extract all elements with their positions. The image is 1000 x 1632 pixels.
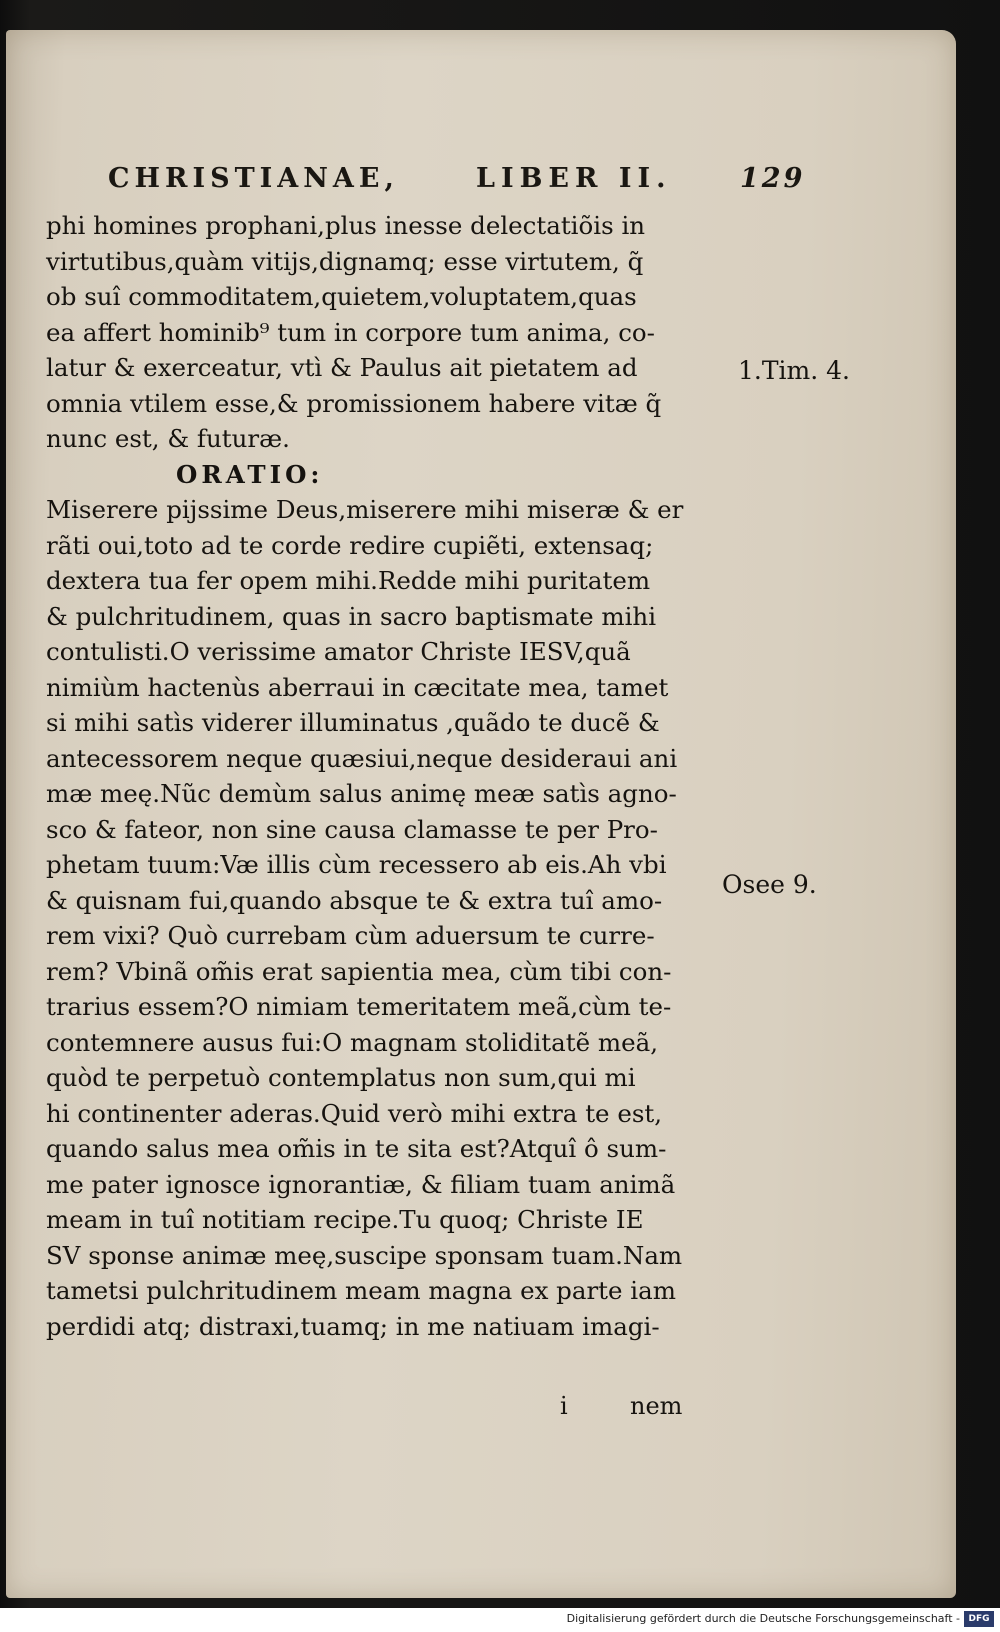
digitization-footer: [0, 1608, 1000, 1632]
text-line: si mihi satìs viderer illuminatus ,quãdo te ducẽ &: [46, 708, 660, 737]
text-line: virtutibus,quàm vitijs,dignamq; esse virtutem, q̃: [46, 246, 644, 276]
text-line: antecessorem neque quæsiui,neque desideraui ani: [46, 743, 678, 773]
text-line: rem vixi? Quò currebam cùm aduersum te curre-: [46, 921, 655, 950]
text-line: tametsi pulchritudinem meam magna ex parte iam: [46, 1276, 676, 1305]
text-line: trarius essem?O nimiam temeritatem meã,cùm te-: [46, 992, 672, 1021]
text-line: rem? Vbinã om̃is erat sapientia mea, cùm tibi con-: [46, 956, 672, 986]
text-line: Miserere pijssime Deus,miserere mihi miseræ & er: [46, 495, 684, 524]
text-line: contulisti.O verissime amator Christe IESV,quã: [46, 637, 631, 666]
text-line: nunc est, & futuræ.: [46, 424, 290, 453]
text-line: hi continenter aderas.Quid verò mihi extra te est,: [46, 1098, 663, 1128]
text-line: mæ meę.Nũc demùm salus animę meæ satìs agno-: [46, 779, 677, 808]
text-line: nimiùm hactenùs aberraui in cæcitate mea, tamet: [46, 672, 669, 702]
text-line: phi homines prophani,plus inesse delectatiõis in: [46, 211, 646, 240]
running-head-book: LIBER II.: [476, 163, 672, 194]
body-text: [46, 208, 726, 1344]
text-line: meam in tuî notitiam recipe.Tu quoq; Christe IE: [46, 1205, 644, 1234]
text-line: me pater ignosce ignorantiæ, & filiam tuam animã: [46, 1169, 676, 1199]
text-line: latur & exerceatur, vtì & Paulus ait pietatem ad: [46, 353, 638, 382]
text-line: sco & fateor, non sine causa clamasse te per Pro-: [46, 814, 658, 844]
text-line: quòd te perpetuò contemplatus non sum,qui mi: [46, 1063, 636, 1092]
text-line: & quisnam fui,quando absque te & extra tuî amo-: [46, 885, 663, 915]
signature-mark: i: [560, 1392, 568, 1420]
text-line: contemnere ausus fui:O magnam stoliditatẽ meã,: [46, 1027, 659, 1057]
text-line: phetam tuum:Væ illis cùm recessero ab eis.Ah vbi: [46, 850, 667, 879]
text-line: ea affert hominib⁹ tum in corpore tum anima, co-: [46, 317, 655, 347]
text-line: rãti oui,toto ad te corde redire cupiẽti, extensaq;: [46, 530, 654, 560]
text-line: perdidi atq; distraxi,tuamq; in me natiuam imagi-: [46, 1311, 660, 1341]
text-line: & pulchritudinem, quas in sacro baptismate mihi: [46, 601, 657, 631]
text-line: SV sponse animæ meę,suscipe sponsam tuam.Nam: [46, 1240, 683, 1270]
marginal-note-osee: Osee 9.: [722, 870, 817, 899]
text-line: ob suî commoditatem,quietem,voluptatem,quas: [46, 282, 637, 311]
text-line: omnia vtilem esse,& promissionem habere vitæ q̃: [46, 388, 662, 418]
section-heading: ORATIO:: [176, 459, 324, 489]
text-line: quando salus mea om̃is in te sita est?Atquî ô sum-: [46, 1134, 667, 1163]
catchword: nem: [630, 1392, 683, 1420]
footer-credit: Digitalisierung gefördert durch die Deutsche Forschungsgemeinschaft -: [566, 1612, 960, 1625]
running-head-title: CHRISTIANAE,: [108, 163, 399, 194]
page-number: 129: [740, 163, 806, 194]
marginal-note-timothy: 1.Tim. 4.: [738, 356, 850, 385]
text-line: dextera tua fer opem mihi.Redde mihi puritatem: [46, 566, 651, 595]
dfg-logo: DFG: [964, 1611, 994, 1627]
